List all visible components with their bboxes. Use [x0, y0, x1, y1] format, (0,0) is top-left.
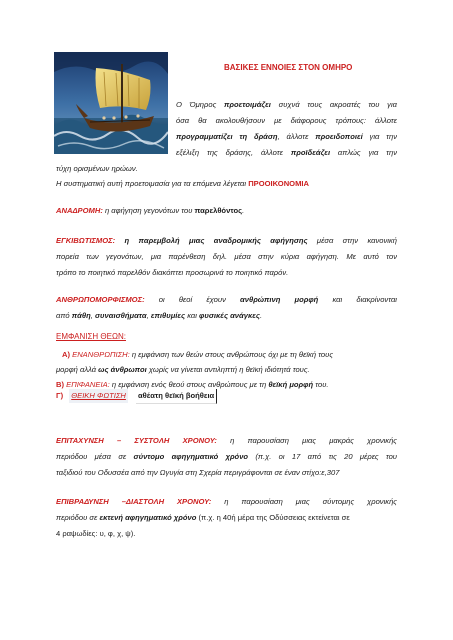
emfanisi-a-line-2: μορφή αλλά ως άνθρωποι χωρίς να γίνεται αντιληπτή η θεϊκή ιδιότητά τους.: [56, 365, 310, 374]
epitaxynsi-line-3: ταξιδιού του Οδυσσέα από την Ωγυγία στη Σχερία περιγράφονται σε έναν στίχο:ε,307: [56, 468, 340, 477]
egkivotismos-line-1: ΕΓΚΙΒΩΤΙΣΜΟΣ: η παρεμβολή μιας αναδρομικής αφήγησης μέσα στην κανονική: [56, 236, 397, 245]
anthropomorfismos-line-2: από πάθη, συναισθήματα, επιθυμίες και φυσικές ανάγκες.: [56, 311, 263, 320]
page-title: ΒΑΣΙΚΕΣ ΕΝΝΟΙΕΣ ΣΤΟΝ ΟΜΗΡΟ: [224, 63, 353, 72]
theiki-fotisi-definition: αθέατη θεϊκή βοήθεια: [136, 389, 217, 404]
intro-line-6: Η συστηματική αυτή προετοιμασία για τα επόμενα λέγεται ΠΡΟΟΙΚΟΝΟΜΙΑ: [56, 179, 310, 188]
ship-illustration: [54, 52, 168, 154]
anadromi-definition: ΑΝΑΔΡΟΜΗ: η αφήγηση γεγονότων του παρελθόντος.: [56, 206, 245, 215]
emfanisi-c-line: Γ) ΘΕΙΚΗ ΦΩΤΙΣΗ αθέατη θεϊκή βοήθεια: [56, 389, 217, 404]
anthropomorfismos-line-1: ΑΝΘΡΩΠΟΜΟΡΦΙΣΜΟΣ: οι θεοί έχουν ανθρώπινη μορφή και διακρίνονται: [56, 295, 397, 304]
epivradynsi-line-1: ΕΠΙΒΡΑΔΥΝΣΗ –ΔΙΑΣΤΟΛΗ ΧΡΟΝΟΥ: η παρουσίαση μιας σύντομης χρονικής: [56, 497, 397, 506]
intro-line-5: τύχη ορισμένων ηρώων.: [56, 164, 138, 173]
intro-line-1: Ο Όμηρος προετοιμάζει συχνά τους ακροατές του για: [176, 100, 397, 109]
epivradynsi-line-2: περιόδου σε εκτενή αφηγηματικό χρόνο (π.χ. η 40ή μέρα της Οδύσσειας εκτείνεται σε: [56, 513, 350, 522]
egkivotismos-line-2: πορεία των γεγονότων, μια παρένθεση δηλ. μέσα στην κύρια αφήγηση. Με αυτό τον: [56, 252, 397, 261]
egkivotismos-line-3: τρόπο το ποιητικό παρελθόν διακόπτει προσωρινά το ποιητικό παρόν.: [56, 268, 289, 277]
emfanisi-heading: ΕΜΦΑΝΙΣΗ ΘΕΩΝ:: [56, 332, 126, 341]
intro-line-2: όσα θα ακολουθήσουν με διάφορους τρόπους: άλλοτε: [176, 116, 397, 125]
intro-line-4: εξέλιξη της δράσης, άλλοτε προϊδεάζει απλώς για την: [176, 148, 398, 157]
intro-line-3: προγραμματίζει τη δράση, άλλοτε προειδοποιεί για την: [176, 132, 397, 141]
epivradynsi-line-3: 4 ραψωδίες: υ, φ, χ, ψ).: [56, 529, 136, 538]
emfanisi-a-line-1: Α) ΕΝΑΝΘΡΩΠΙΣΗ: η εμφάνιση των θεών στους ανθρώπους όχι με τη θεϊκή τους: [62, 350, 334, 359]
emfanisi-b-line: Β) ΕΠΙΦΑΝΕΙΑ: η εμφάνιση ενός θεού στους ανθρώπους με τη θεϊκή μορφή του.: [56, 380, 329, 389]
theiki-fotisi-term: ΘΕΙΚΗ ΦΩΤΙΣΗ: [69, 389, 128, 403]
epitaxynsi-line-1: ΕΠΙΤΑΧΥΝΣΗ – ΣΥΣΤΟΛΗ ΧΡΟΝΟΥ: η παρουσίαση μιας μακράς χρονικής: [56, 436, 398, 445]
epitaxynsi-line-2: περιόδου μέσα σε σύντομο αφηγηματικό χρόνο (π.χ. οι 17 από τις 20 μέρες του: [56, 452, 397, 461]
